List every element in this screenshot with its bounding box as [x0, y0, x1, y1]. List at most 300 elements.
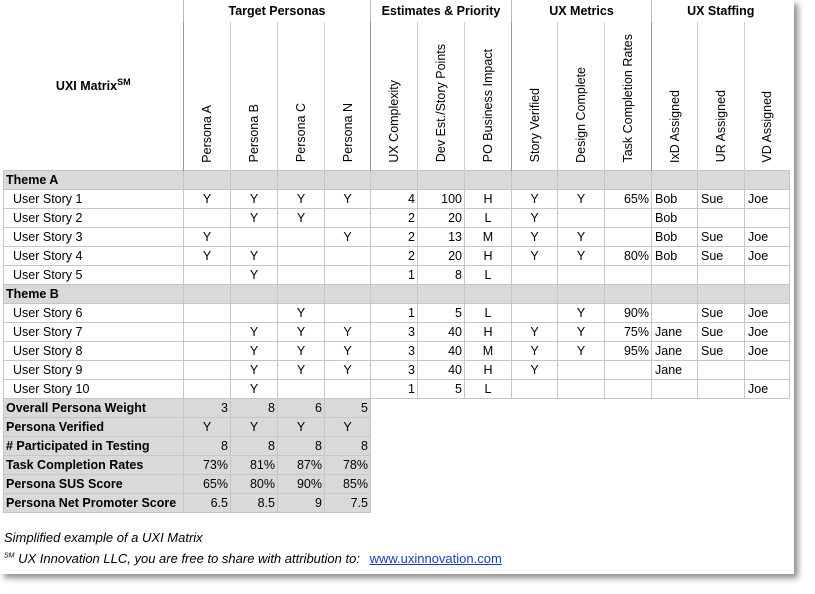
matrix-cell: Sue — [698, 246, 745, 265]
matrix-cell: H — [465, 189, 512, 208]
empty-cell — [698, 398, 745, 417]
matrix-cell — [605, 265, 652, 284]
matrix-cell — [184, 303, 231, 322]
matrix-cell: Y — [558, 341, 605, 360]
table-row — [4, 227, 790, 246]
theme-cell — [698, 284, 745, 303]
matrix-cell: 13 — [418, 227, 465, 246]
summary-label: # Participated in Testing — [4, 436, 184, 455]
matrix-cell — [278, 379, 325, 398]
summary-cell: Y — [325, 417, 371, 436]
story-label: User Story 8 — [4, 341, 184, 360]
matrix-cell — [278, 246, 325, 265]
matrix-cell: Y — [558, 246, 605, 265]
matrix-cell: Y — [184, 246, 231, 265]
matrix-cell — [325, 379, 371, 398]
matrix-cell: 40 — [418, 322, 465, 341]
table-row — [4, 341, 790, 360]
theme-row — [4, 284, 790, 303]
theme-cell — [558, 284, 605, 303]
matrix-cell — [698, 265, 745, 284]
table-row — [4, 246, 790, 265]
matrix-cell: Y — [278, 189, 325, 208]
theme-cell — [371, 284, 418, 303]
story-label: User Story 9 — [4, 360, 184, 379]
table-row — [4, 360, 790, 379]
column-header — [512, 22, 558, 170]
empty-cell — [418, 455, 465, 474]
summary-cell: 65% — [184, 474, 231, 493]
matrix-cell: Joe — [745, 246, 790, 265]
theme-cell — [745, 284, 790, 303]
uxi-matrix-table — [3, 0, 790, 513]
summary-cell: 81% — [231, 455, 278, 474]
theme-cell — [184, 284, 231, 303]
theme-label: Theme A — [4, 170, 184, 189]
summary-row — [4, 436, 790, 455]
summary-cell: 73% — [184, 455, 231, 474]
empty-cell — [512, 398, 558, 417]
column-header-label: VD Assigned — [760, 90, 775, 163]
column-header-label: Persona B — [247, 104, 261, 163]
empty-cell — [652, 417, 698, 436]
matrix-cell — [558, 379, 605, 398]
matrix-cell: Jane — [652, 341, 698, 360]
matrix-cell: 3 — [371, 360, 418, 379]
empty-cell — [558, 436, 605, 455]
matrix-cell: Joe — [745, 341, 790, 360]
summary-cell: 8 — [325, 436, 371, 455]
summary-cell: 87% — [278, 455, 325, 474]
theme-cell — [605, 284, 652, 303]
empty-cell — [698, 417, 745, 436]
empty-cell — [745, 493, 790, 512]
matrix-cell: Joe — [745, 303, 790, 322]
matrix-cell: Y — [512, 246, 558, 265]
matrix-cell — [512, 265, 558, 284]
summary-cell: 8 — [231, 398, 278, 417]
matrix-cell: Bob — [652, 189, 698, 208]
column-header — [652, 22, 698, 170]
theme-cell — [418, 284, 465, 303]
attribution-line — [4, 551, 502, 566]
matrix-cell — [231, 227, 278, 246]
theme-cell — [558, 170, 605, 189]
summary-label: Persona Net Promoter Score — [4, 493, 184, 512]
empty-cell — [698, 474, 745, 493]
matrix-cell: Y — [512, 227, 558, 246]
matrix-cell: 65% — [605, 189, 652, 208]
summary-cell: 5 — [325, 398, 371, 417]
matrix-cell — [605, 360, 652, 379]
theme-cell — [465, 284, 512, 303]
empty-cell — [745, 455, 790, 474]
matrix-cell — [512, 379, 558, 398]
column-header — [698, 22, 745, 170]
matrix-cell: 20 — [418, 246, 465, 265]
summary-cell: 90% — [278, 474, 325, 493]
matrix-cell — [184, 322, 231, 341]
website-link[interactable]: www.uxinnovation.com — [369, 551, 502, 566]
page-title: UXI Matrix — [55, 78, 118, 93]
empty-cell — [418, 436, 465, 455]
summary-cell: 6 — [278, 398, 325, 417]
matrix-cell — [278, 227, 325, 246]
matrix-cell: Joe — [745, 379, 790, 398]
attribution-text: UX Innovation LLC, you are free to share with attribution to: — [18, 551, 360, 566]
empty-cell — [745, 474, 790, 493]
theme-cell — [325, 284, 371, 303]
matrix-cell: Y — [231, 265, 278, 284]
matrix-cell — [325, 303, 371, 322]
matrix-cell: L — [465, 265, 512, 284]
summary-label: Task Completion Rates — [4, 455, 184, 474]
summary-cell: 8.5 — [231, 493, 278, 512]
column-header-label: Story Verified — [527, 88, 542, 163]
matrix-cell: Y — [558, 227, 605, 246]
matrix-cell — [605, 227, 652, 246]
column-header — [418, 22, 465, 170]
summary-row — [4, 455, 790, 474]
matrix-cell: H — [465, 322, 512, 341]
empty-cell — [558, 455, 605, 474]
theme-cell — [605, 170, 652, 189]
group-header: UX Metrics — [512, 0, 652, 22]
theme-cell — [698, 170, 745, 189]
story-label: User Story 4 — [4, 246, 184, 265]
summary-cell: 9 — [278, 493, 325, 512]
empty-cell — [652, 398, 698, 417]
matrix-cell: 1 — [371, 265, 418, 284]
matrix-cell: 2 — [371, 227, 418, 246]
matrix-cell: 75% — [605, 322, 652, 341]
matrix-cell: Y — [512, 322, 558, 341]
matrix-cell — [698, 379, 745, 398]
title-service-mark: SM — [117, 76, 131, 87]
empty-cell — [465, 436, 512, 455]
theme-cell — [512, 170, 558, 189]
matrix-cell: Jane — [652, 360, 698, 379]
matrix-cell — [652, 303, 698, 322]
table-row — [4, 379, 790, 398]
empty-cell — [605, 398, 652, 417]
theme-cell — [278, 284, 325, 303]
empty-cell — [698, 455, 745, 474]
column-header — [605, 22, 652, 170]
caption-text — [4, 530, 203, 545]
summary-label: Persona Verified — [4, 417, 184, 436]
column-header-label: Dev Est./Story Points — [434, 44, 448, 163]
summary-cell: Y — [278, 417, 325, 436]
column-header-label: Persona N — [340, 103, 355, 163]
matrix-cell — [745, 360, 790, 379]
matrix-cell: Y — [325, 360, 371, 379]
matrix-cell — [325, 246, 371, 265]
empty-cell — [745, 436, 790, 455]
column-header-label: UX Complexity — [387, 79, 401, 163]
empty-cell — [652, 493, 698, 512]
matrix-cell: 3 — [371, 341, 418, 360]
theme-cell — [418, 170, 465, 189]
group-header-row — [4, 0, 790, 22]
matrix-cell: Y — [278, 341, 325, 360]
empty-cell — [465, 474, 512, 493]
column-header-label: Task Completion Rates — [621, 33, 635, 163]
matrix-cell: Sue — [698, 303, 745, 322]
matrix-cell: Bob — [652, 227, 698, 246]
theme-cell — [652, 284, 698, 303]
matrix-cell: H — [465, 360, 512, 379]
matrix-cell: Sue — [698, 322, 745, 341]
column-header — [745, 22, 790, 170]
matrix-cell: Joe — [745, 189, 790, 208]
matrix-cell — [698, 360, 745, 379]
story-label: User Story 2 — [4, 208, 184, 227]
theme-cell — [325, 170, 371, 189]
matrix-cell: Joe — [745, 322, 790, 341]
matrix-cell — [184, 341, 231, 360]
summary-cell: 3 — [184, 398, 231, 417]
matrix-cell: 40 — [418, 360, 465, 379]
empty-cell — [605, 455, 652, 474]
matrix-cell: Y — [231, 360, 278, 379]
table-row — [4, 208, 790, 227]
matrix-cell: Y — [231, 208, 278, 227]
theme-cell — [465, 170, 512, 189]
matrix-cell: 100 — [418, 189, 465, 208]
summary-cell: 80% — [231, 474, 278, 493]
empty-cell — [418, 493, 465, 512]
matrix-cell — [184, 360, 231, 379]
matrix-cell — [605, 379, 652, 398]
matrix-cell: Sue — [698, 227, 745, 246]
matrix-cell: Y — [184, 227, 231, 246]
matrix-cell: Y — [231, 379, 278, 398]
matrix-cell: Y — [231, 341, 278, 360]
matrix-cell: Y — [278, 322, 325, 341]
empty-cell — [558, 474, 605, 493]
empty-cell — [512, 493, 558, 512]
matrix-cell: 8 — [418, 265, 465, 284]
table-row — [4, 189, 790, 208]
matrix-cell — [652, 265, 698, 284]
matrix-cell: Y — [512, 189, 558, 208]
empty-cell — [558, 417, 605, 436]
matrix-cell — [184, 208, 231, 227]
matrix-cell: Y — [184, 189, 231, 208]
matrix-cell: 5 — [418, 379, 465, 398]
theme-cell — [745, 170, 790, 189]
empty-cell — [465, 398, 512, 417]
column-header-label: PO Business Impact — [481, 49, 495, 163]
story-label: User Story 7 — [4, 322, 184, 341]
matrix-cell: M — [465, 227, 512, 246]
empty-cell — [465, 455, 512, 474]
matrix-cell: 80% — [605, 246, 652, 265]
matrix-cell — [231, 303, 278, 322]
matrix-cell: Jane — [652, 322, 698, 341]
summary-cell: 78% — [325, 455, 371, 474]
empty-cell — [465, 493, 512, 512]
column-header-label: Design Complete — [574, 66, 588, 163]
column-header-label: UR Assigned — [714, 90, 728, 163]
matrix-cell: Y — [325, 322, 371, 341]
column-header — [371, 22, 418, 170]
matrix-cell: Bob — [652, 208, 698, 227]
table-row — [4, 322, 790, 341]
matrix-cell: Y — [278, 208, 325, 227]
matrix-title-cell — [4, 0, 184, 170]
theme-cell — [231, 170, 278, 189]
theme-cell — [231, 284, 278, 303]
matrix-cell: L — [465, 208, 512, 227]
group-header: UX Staffing — [652, 0, 790, 22]
column-header — [278, 22, 325, 170]
table-row — [4, 303, 790, 322]
matrix-cell: 5 — [418, 303, 465, 322]
summary-row — [4, 398, 790, 417]
matrix-cell: Joe — [745, 227, 790, 246]
matrix-cell: 2 — [371, 208, 418, 227]
matrix-cell: 1 — [371, 303, 418, 322]
matrix-cell: Y — [325, 189, 371, 208]
matrix-cell — [325, 265, 371, 284]
matrix-cell — [558, 360, 605, 379]
empty-cell — [371, 493, 418, 512]
theme-cell — [512, 284, 558, 303]
summary-row — [4, 493, 790, 512]
empty-cell — [652, 455, 698, 474]
matrix-cell: 2 — [371, 246, 418, 265]
theme-cell — [278, 170, 325, 189]
matrix-cell: 1 — [371, 379, 418, 398]
summary-cell: Y — [184, 417, 231, 436]
empty-cell — [698, 493, 745, 512]
theme-cell — [371, 170, 418, 189]
empty-cell — [652, 474, 698, 493]
empty-cell — [418, 417, 465, 436]
matrix-cell: Y — [325, 341, 371, 360]
story-label: User Story 6 — [4, 303, 184, 322]
empty-cell — [418, 398, 465, 417]
matrix-cell — [325, 208, 371, 227]
empty-cell — [605, 417, 652, 436]
summary-row — [4, 474, 790, 493]
empty-cell — [371, 474, 418, 493]
column-header-label: Persona C — [294, 103, 308, 163]
empty-cell — [371, 398, 418, 417]
empty-cell — [512, 455, 558, 474]
column-header — [231, 22, 278, 170]
matrix-cell — [745, 265, 790, 284]
matrix-cell: 90% — [605, 303, 652, 322]
empty-cell — [512, 436, 558, 455]
summary-cell: 8 — [184, 436, 231, 455]
matrix-cell: Bob — [652, 246, 698, 265]
matrix-cell — [184, 265, 231, 284]
column-header — [184, 22, 231, 170]
summary-cell: 85% — [325, 474, 371, 493]
column-header — [558, 22, 605, 170]
matrix-cell: 4 — [371, 189, 418, 208]
empty-cell — [745, 398, 790, 417]
empty-cell — [512, 474, 558, 493]
empty-cell — [745, 417, 790, 436]
summary-label: Overall Persona Weight — [4, 398, 184, 417]
matrix-cell: Y — [231, 189, 278, 208]
column-header — [465, 22, 512, 170]
matrix-cell — [184, 379, 231, 398]
service-mark: SM — [4, 552, 15, 560]
matrix-cell: 40 — [418, 341, 465, 360]
story-label: User Story 3 — [4, 227, 184, 246]
matrix-cell — [698, 208, 745, 227]
empty-cell — [605, 436, 652, 455]
matrix-cell: 3 — [371, 322, 418, 341]
matrix-cell: Y — [558, 322, 605, 341]
story-label: User Story 1 — [4, 189, 184, 208]
empty-cell — [605, 493, 652, 512]
matrix-cell: Y — [231, 322, 278, 341]
theme-cell — [184, 170, 231, 189]
summary-cell: 8 — [278, 436, 325, 455]
empty-cell — [371, 436, 418, 455]
summary-label: Persona SUS Score — [4, 474, 184, 493]
matrix-cell — [605, 208, 652, 227]
column-header-label: IxD Assigned — [667, 89, 682, 163]
matrix-cell: L — [465, 379, 512, 398]
matrix-cell — [558, 265, 605, 284]
empty-cell — [418, 474, 465, 493]
matrix-cell: 95% — [605, 341, 652, 360]
matrix-cell — [512, 303, 558, 322]
matrix-cell — [558, 208, 605, 227]
matrix-cell: Sue — [698, 341, 745, 360]
matrix-cell: Y — [278, 303, 325, 322]
matrix-cell: Y — [558, 189, 605, 208]
group-header: Target Personas — [184, 0, 371, 22]
empty-cell — [558, 398, 605, 417]
empty-cell — [605, 474, 652, 493]
summary-cell: 8 — [231, 436, 278, 455]
summary-cell: 6.5 — [184, 493, 231, 512]
column-header — [325, 22, 371, 170]
matrix-cell: L — [465, 303, 512, 322]
matrix-cell: M — [465, 341, 512, 360]
matrix-cell: 20 — [418, 208, 465, 227]
story-label: User Story 5 — [4, 265, 184, 284]
empty-cell — [512, 417, 558, 436]
summary-cell: 7.5 — [325, 493, 371, 512]
matrix-cell: H — [465, 246, 512, 265]
matrix-cell: Y — [512, 341, 558, 360]
story-label: User Story 10 — [4, 379, 184, 398]
matrix-cell — [278, 265, 325, 284]
empty-cell — [652, 436, 698, 455]
summary-cell: Y — [231, 417, 278, 436]
caption: Simplified example of a UXI Matrix — [4, 530, 203, 545]
matrix-cell: Y — [325, 227, 371, 246]
theme-label: Theme B — [4, 284, 184, 303]
theme-row — [4, 170, 790, 189]
matrix-cell: Y — [231, 246, 278, 265]
matrix-cell: Y — [278, 360, 325, 379]
theme-cell — [652, 170, 698, 189]
matrix-cell — [652, 379, 698, 398]
matrix-cell: Y — [512, 208, 558, 227]
empty-cell — [698, 436, 745, 455]
matrix-cell: Y — [512, 360, 558, 379]
